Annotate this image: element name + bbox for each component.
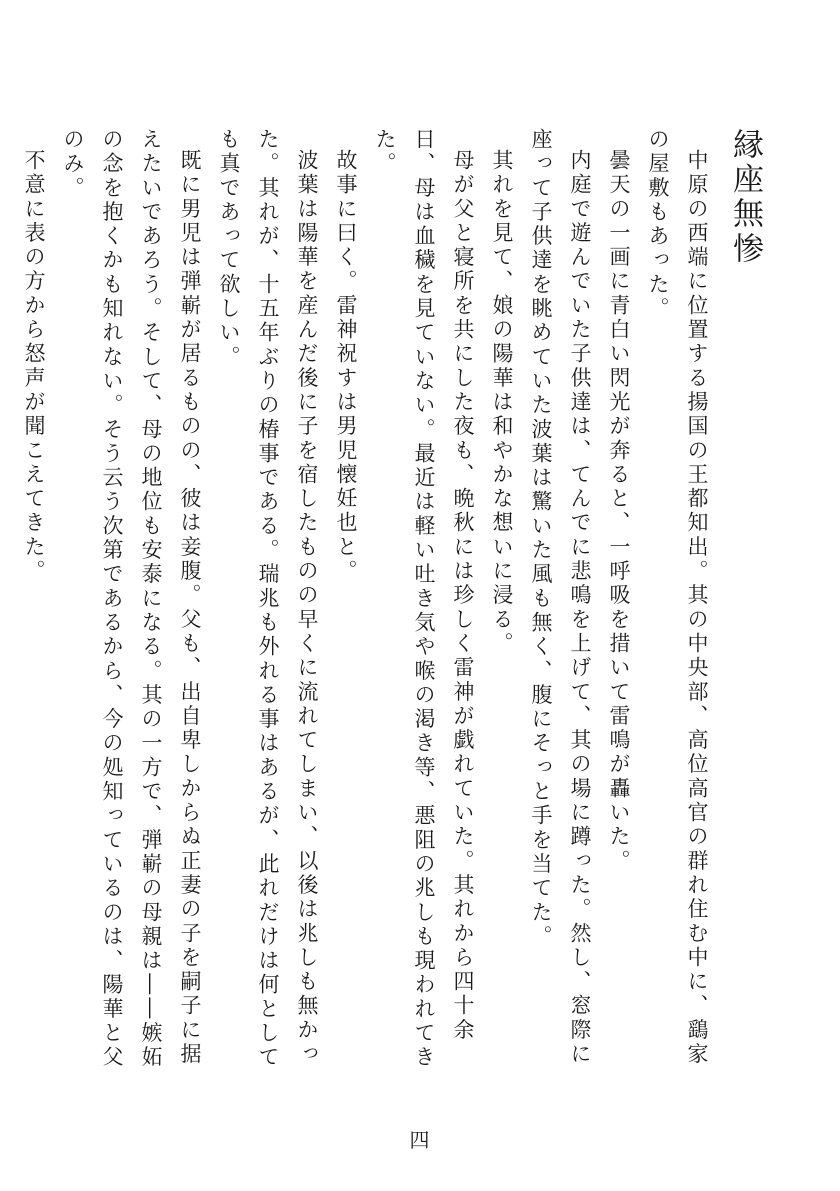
paragraph: 故事に曰く。雷神祝すは男児懐妊也と。 [334,149,358,584]
paragraph: 曇天の一画に青白い閃光が奔ると、一呼吸を措いて雷鳴が轟いた。 [607,149,631,874]
paragraph: 内庭で遊んでいた子供達は、てんでに悲鳴を上げて、其の場に蹲った。然し、窓際に座って子供達を眺めていた波葉は驚いた風も無く、腹にそっと手を当てた。 [529,128,592,1067]
paragraph: 不意に表の方から怒声が聞こえてきた。 [22,149,46,584]
chapter-title: 縁座無惨 [727,128,763,267]
paragraph: 波葉は陽華を産んだ後に子を宿したものの早くに流れてしまい、以後は兆しも無かった。其れが、十五年ぶりの椿事である。瑞兆も外れる事はあるが、此れだけは何としても真であって欲しい。 [217,128,319,1070]
paragraph: 其れを見て、娘の陽華は和やかな想いに浸る。 [490,149,514,657]
vertical-text-body [14,128,774,1088]
page-number: 四 [409,1128,431,1152]
paragraph: 既に男児は弾嶄が居るものの、彼は妾腹。父も、出自卑しからぬ正妻の子を嗣子に据えたいであろう。そして、母の地位も安泰になる。其の一方で、弾嶄の母親は――嫉妬の念を抱くかも知れない。そう云う次第であるから、今の処知っているのは、陽華と父のみ。 [61,128,202,1070]
paragraph: 母が父と寝所を共にした夜も、晩秋には珍しく雷神が戯れていた。其れから四十余日、母は血穢を見ていない。最近は軽い吐き気や喉の渇き等、悪阻の兆しも現われてきた。 [373,128,475,1070]
paragraph: 中原の西端に位置する揚国の王都知出。其の中央部、高位高官の群れ住む中に、鷂家の屋敷もあった。 [646,128,709,1067]
